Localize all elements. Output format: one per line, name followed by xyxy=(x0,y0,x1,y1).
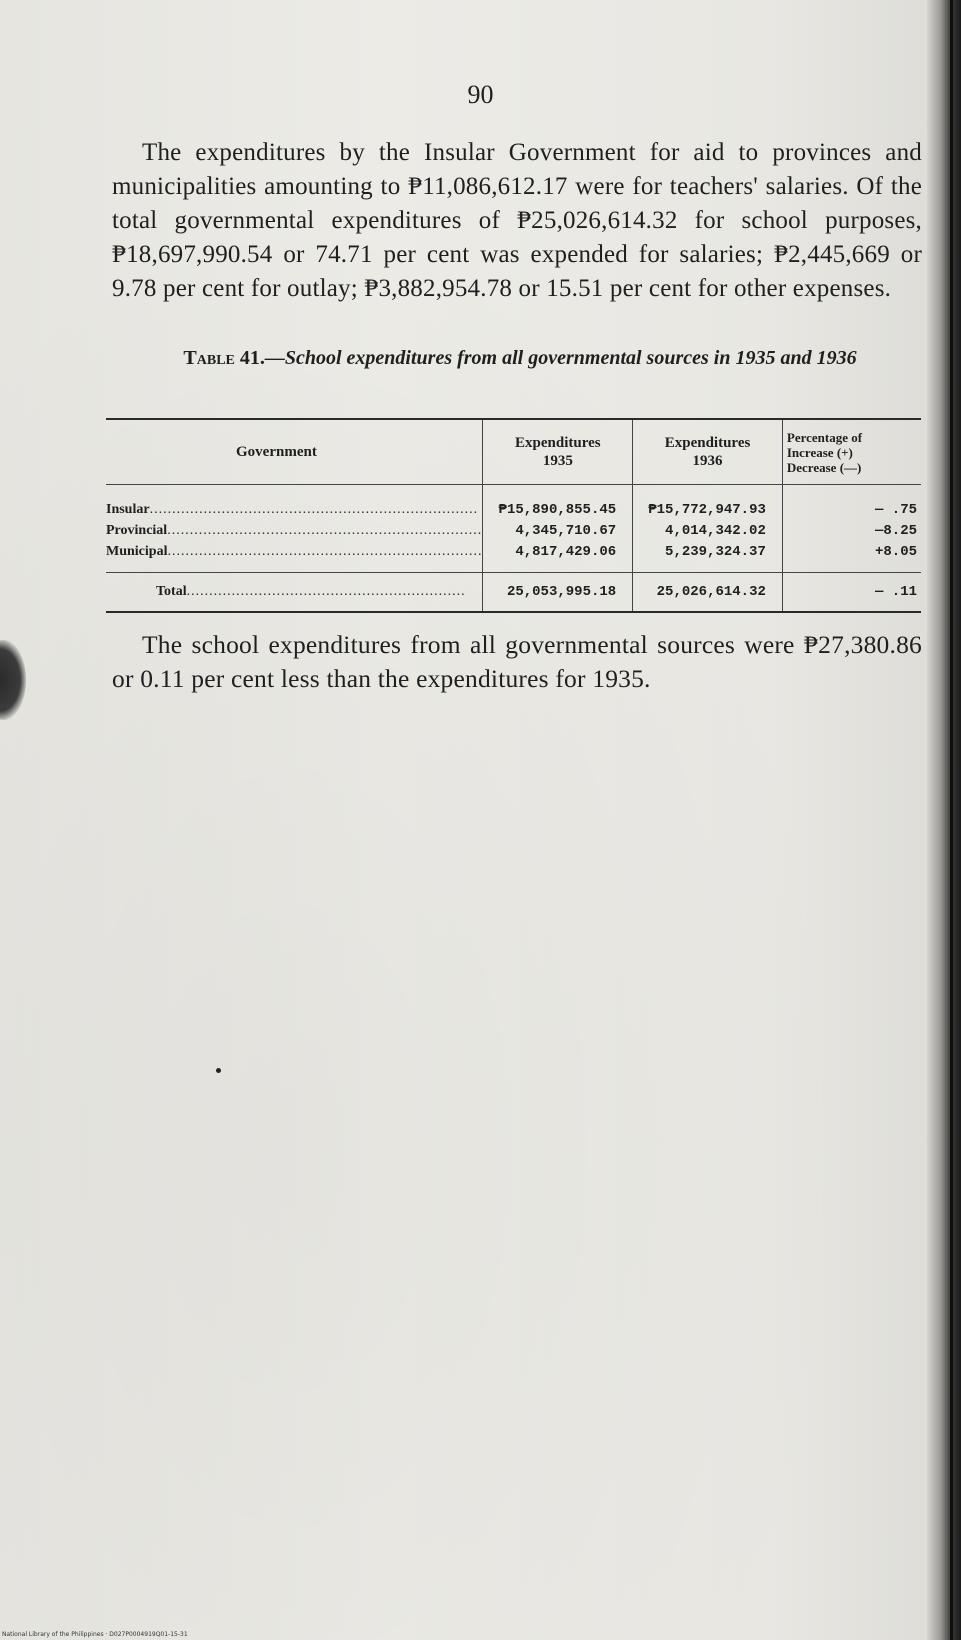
row-provincial-1935: 4,345,710.67 xyxy=(483,520,633,541)
header-pct-line1: Percentage of xyxy=(786,429,863,445)
table-row xyxy=(106,520,921,541)
dot-leader: .............................................................. xyxy=(186,584,466,599)
row-provincial-name: Provincial xyxy=(106,522,168,538)
dot-leader: ...................................................................... xyxy=(167,522,483,538)
paragraph-expenditures-aid: The expenditures by the Insular Government for aid to provinces and municipalities amounting to ₱11,086,612.17 were for teachers' salaries. Of the total governmental expenditures of ₱25,026,614.32 for school purposes, ₱18,697,990.54 or 74.71 per cent was expended for salaries; ₱2,445,669 or 9.78 per cent for outlay; ₱3,882,954.78 or 15.51 per cent for other expenses. xyxy=(112,139,922,302)
table-row xyxy=(106,541,921,573)
header-exp-1936 xyxy=(633,420,783,485)
dot-leader: ......................................................................... xyxy=(149,501,479,517)
row-insular-pct: — .75 xyxy=(782,485,921,521)
header-exp-1935-year: 1935 xyxy=(542,453,573,469)
header-exp-1935-label: Expenditures xyxy=(515,435,601,451)
row-provincial-1936: 4,014,342.02 xyxy=(633,520,783,541)
ink-dot xyxy=(216,1068,221,1073)
table-caption-title: —School expenditures from all governmental sources in 1935 and 1936 xyxy=(264,347,857,369)
header-exp-1936-year: 1936 xyxy=(692,453,723,469)
table-total-row xyxy=(106,573,921,613)
row-insular-1935: ₱15,890,855.45 xyxy=(483,485,633,521)
scan-edge-right xyxy=(927,0,961,1640)
dot-leader: ...................................................................... xyxy=(167,543,483,559)
expenditures-table xyxy=(106,418,921,613)
row-insular-1936: ₱15,772,947.93 xyxy=(633,485,783,521)
paragraph-total-difference: The school expenditures from all governmental sources were ₱27,380.86 or 0.11 per cent less than the expenditures for 1935. xyxy=(112,630,922,693)
scan-shadow-left xyxy=(0,640,26,720)
table-caption-label: Table 41. xyxy=(183,347,265,369)
total-pct: — .11 xyxy=(782,573,921,613)
table-row xyxy=(106,485,921,521)
row-municipal-name: Municipal xyxy=(106,543,168,559)
total-1936: 25,026,614.32 xyxy=(633,573,783,613)
scan-footer-watermark: National Library of the Philippines · D027P0004919Q01-15-31 xyxy=(2,1631,188,1638)
header-government: Government xyxy=(106,420,483,485)
header-percentage xyxy=(782,420,921,485)
header-pct-line3: Decrease (—) xyxy=(786,459,862,475)
row-insular-name: Insular xyxy=(106,501,150,517)
row-provincial-pct: —8.25 xyxy=(782,520,921,541)
table-bottom-rule xyxy=(106,612,921,613)
total-1935: 25,053,995.18 xyxy=(483,573,633,613)
table-header-row xyxy=(106,420,921,485)
table-caption xyxy=(100,345,940,371)
header-exp-1936-label: Expenditures xyxy=(664,435,751,451)
total-name: Total xyxy=(156,584,187,599)
page-number: 90 xyxy=(467,80,494,109)
row-municipal-1935: 4,817,429.06 xyxy=(483,541,633,573)
row-municipal-pct: +8.05 xyxy=(782,541,921,573)
header-exp-1935 xyxy=(483,420,633,485)
scan-border-line xyxy=(950,0,953,1640)
header-pct-line2: Increase (+) xyxy=(786,444,853,460)
row-municipal-1936: 5,239,324.37 xyxy=(633,541,783,573)
